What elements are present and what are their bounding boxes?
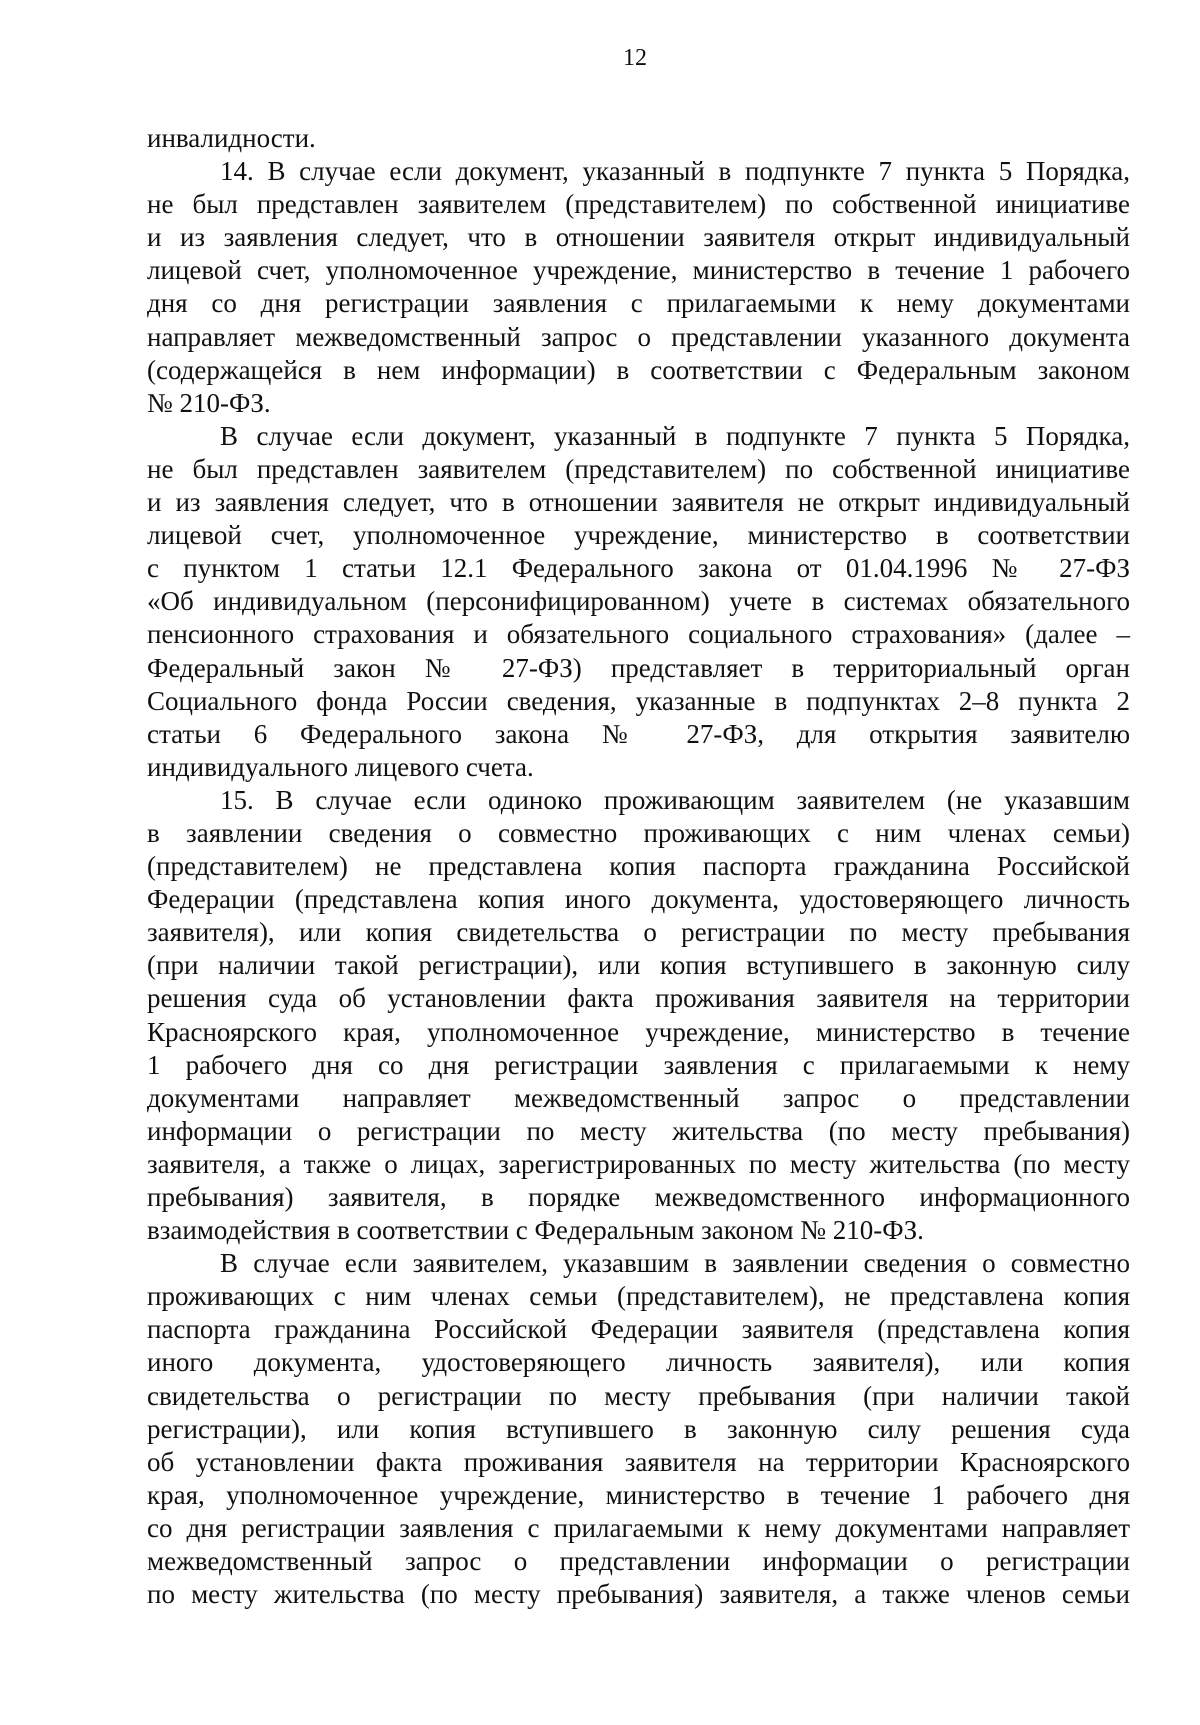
text-line: свидетельства о регистрации по месту пребывания (при наличии такой [147,1380,1130,1411]
text-line: со дня регистрации заявления с прилагаемыми к нему документами направляет [147,1512,1130,1543]
text-line: регистрации), или копия вступившего в законную силу решения суда [147,1413,1130,1444]
text-line: и из заявления следует, что в отношении заявителя открыт индивидуальный [147,222,1130,253]
text-line: края, уполномоченное учреждение, министерство в течение 1 рабочего дня [147,1479,1130,1510]
text-line: статьи 6 Федерального закона № 27-ФЗ, для открытия заявителю [147,718,1130,749]
text-line: взаимодействия в соответствии с Федеральным законом № 210-ФЗ. [147,1215,924,1246]
text-line: (содержащейся в нем информации) в соответствии с Федеральным законом [147,354,1130,385]
text-line: В случае если документ, указанный в подпункте 7 пункта 5 Порядка, [220,420,1130,451]
text-line: лицевой счет, уполномоченное учреждение, министерство в соответствии [147,520,1130,551]
text-line: паспорта гражданина Российской Федерации заявителя (представлена копия [147,1314,1130,1345]
text-line: заявителя), или копия свидетельства о регистрации по месту пребывания [147,917,1130,948]
text-line: заявителя, а также о лицах, зарегистрированных по месту жительства (по месту [147,1148,1130,1179]
text-line: проживающих с ним членах семьи (представителем), не представлена копия [147,1281,1130,1312]
text-line: в заявлении сведения о совместно проживающих с ним членах семьи) [147,817,1130,848]
text-line: 1 рабочего дня со дня регистрации заявления с прилагаемыми к нему [147,1049,1130,1080]
text-line: Федерации (представлена копия иного документа, удостоверяющего личность [147,884,1130,915]
text-line: лицевой счет, уполномоченное учреждение, министерство в течение 1 рабочего [147,255,1130,286]
text-line: по месту жительства (по месту пребывания) заявителя, а также членов семьи [147,1579,1130,1610]
text-line: «Об индивидуальном (персонифицированном) учете в системах обязательного [147,586,1130,617]
text-line: с пунктом 1 статьи 12.1 Федерального закона от 01.04.1996 № 27-ФЗ [147,553,1130,584]
text-line: В случае если заявителем, указавшим в заявлении сведения о совместно [220,1248,1130,1279]
text-line: информации о регистрации по месту жительства (по месту пребывания) [147,1115,1130,1146]
text-line: направляет межведомственный запрос о представлении указанного документа [147,321,1130,352]
text-line: иного документа, удостоверяющего личность заявителя), или копия [147,1347,1130,1378]
text-line: (представителем) не представлена копия паспорта гражданина Российской [147,851,1130,882]
text-line: (при наличии такой регистрации), или копия вступившего в законную силу [147,950,1130,981]
text-line: Социального фонда России сведения, указанные в подпунктах 2–8 пункта 2 [147,685,1130,716]
text-line: Красноярского края, уполномоченное учреждение, министерство в течение [147,1016,1130,1047]
text-line: пребывания) заявителя, в порядке межведомственного информационного [147,1182,1130,1212]
text-line: не был представлен заявителем (представителем) по собственной инициативе [147,189,1130,220]
text-line: 15. В случае если одиноко проживающим заявителем (не указавшим [220,784,1130,815]
text-line: № 210-ФЗ. [147,387,271,418]
text-line: не был представлен заявителем (представителем) по собственной инициативе [147,453,1130,484]
text-line: и из заявления следует, что в отношении заявителя не открыт индивидуальный [147,487,1130,518]
text-line: решения суда об установлении факта проживания заявителя на территории [147,983,1130,1014]
text-line: Федеральный закон № 27-ФЗ) представляет в территориальный орган [147,652,1130,683]
text-line: межведомственный запрос о представлении информации о регистрации [147,1546,1130,1577]
text-line: об установлении факта проживания заявителя на территории Красноярского [147,1446,1130,1477]
page-number: 12 [623,45,647,71]
text-line: 14. В случае если документ, указанный в подпункте 7 пункта 5 Порядка, [220,156,1130,187]
text-line: индивидуального лицевого счета. [147,751,534,782]
document-body [147,122,1130,1611]
text-line: документами направляет межведомственный запрос о представлении [147,1082,1130,1113]
text-line: дня со дня регистрации заявления с прилагаемыми к нему документами [147,288,1130,319]
text-line: инвалидности. [147,123,316,153]
text-line: пенсионного страхования и обязательного социального страхования» (далее – [147,619,1130,650]
